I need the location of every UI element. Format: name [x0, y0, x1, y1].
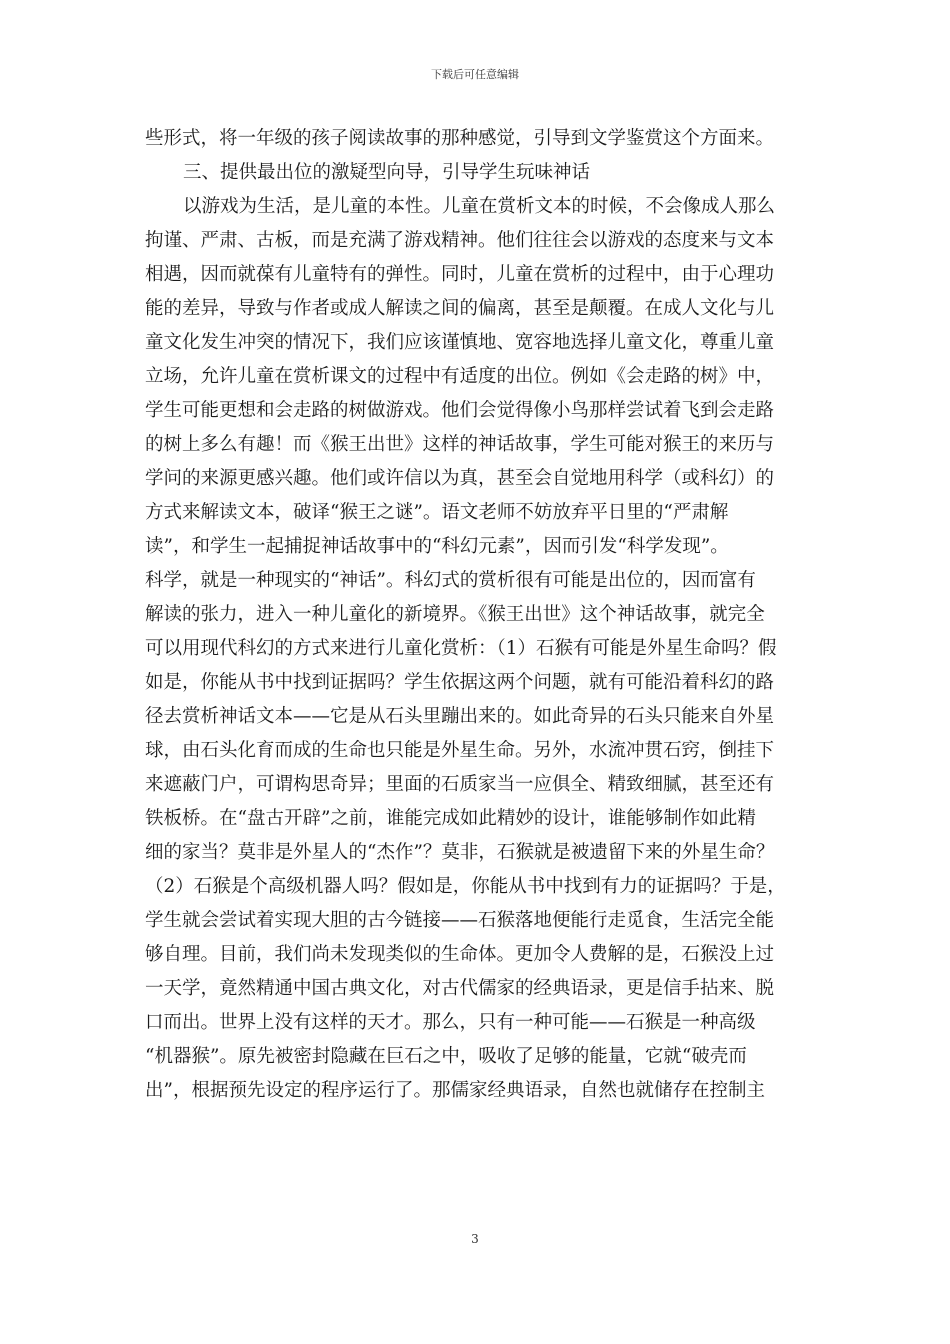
text-line: 够自理。目前，我们尚未发现类似的生命体。更加令人费解的是，石猴没上过	[145, 944, 775, 965]
document-body	[145, 122, 805, 1108]
text-line: 些形式，将一年级的孩子阅读故事的那种感觉，引导到文学鉴赏这个方面来。	[145, 128, 775, 149]
text-line: 学生就会尝试着实现大胆的古今链接——石猴落地便能行走觅食，生活完全能	[145, 910, 775, 931]
text-line: 拘谨、严肃、古板，而是充满了游戏精神。他们往往会以游戏的态度来与文本	[145, 230, 775, 251]
page-header: 下载后可任意编辑	[431, 68, 519, 81]
text-line: 学问的来源更感兴趣。他们或许信以为真，甚至会自觉地用科学（或科幻）的	[145, 468, 775, 489]
text-line: 球，由石头化育而成的生命也只能是外星生命。另外，水流冲贯石窍，倒挂下	[145, 740, 775, 761]
text-line: 相遇，因而就葆有儿童特有的弹性。同时，儿童在赏析的过程中，由于心理功	[145, 264, 775, 285]
text-line: 方式来解读文本，破译“猴王之谜”。语文老师不妨放弃平日里的“严肃解	[145, 502, 729, 523]
text-line: 解读的张力，进入一种儿童化的新境界。《猴王出世》这个神话故事，就完全	[145, 604, 765, 625]
text-line: 可以用现代科幻的方式来进行儿童化赏析：（1）石猴有可能是外星生命吗？假	[145, 638, 777, 659]
text-line: 来遮蔽门户，可谓构思奇异；里面的石质家当一应俱全、精致细腻，甚至还有	[145, 774, 775, 795]
text-line: 铁板桥。在“盘古开辟”之前，谁能完成如此精妙的设计，谁能够制作如此精	[145, 808, 756, 829]
text-line: 童文化发生冲突的情况下，我们应该谨慎地、宽容地选择儿童文化，尊重儿童	[145, 332, 775, 353]
text-line: 能的差异，导致与作者或成人解读之间的偏离，甚至是颠覆。在成人文化与儿	[145, 298, 775, 319]
text-line: 立场，允许儿童在赏析课文的过程中有适度的出位。例如《会走路的树》中，	[145, 366, 775, 387]
text-line: 读”，和学生一起捕捉神话故事中的“科幻元素”，因而引发“科学发现”。	[145, 536, 729, 557]
text-line: 如是，你能从书中找到证据吗？学生依据这两个问题，就有可能沿着科幻的路	[145, 672, 775, 693]
text-line: 学生可能更想和会走路的树做游戏。他们会觉得像小鸟那样尝试着飞到会走路	[145, 400, 775, 421]
text-line: 细的家当？莫非是外星人的“杰作”？莫非，石猴就是被遗留下来的外星生命？	[145, 842, 775, 863]
text-line: （2）石猴是个高级机器人吗？假如是，你能从书中找到有力的证据吗？于是，	[145, 876, 786, 897]
text-line: 科学，就是一种现实的“神话”。科幻式的赏析很有可能是出位的，因而富有	[145, 570, 756, 591]
text-line: “机器猴”。原先被密封隐藏在巨石之中，吸收了足够的能量，它就“破壳而	[145, 1046, 747, 1067]
text-line: 的树上多么有趣！而《猴王出世》这样的神话故事，学生可能对猴王的来历与	[145, 434, 775, 455]
text-line: 出”，根据预先设定的程序运行了。那儒家经典语录，自然也就储存在控制主	[145, 1080, 765, 1101]
text-line: 一天学，竟然精通中国古典文化，对古代儒家的经典语录，更是信手拈来、脱	[145, 978, 775, 999]
text-line: 以游戏为生活，是儿童的本性。儿童在赏析文本的时候，不会像成人那么	[183, 196, 776, 217]
section-heading: 三、提供最出位的激疑型向导，引导学生玩味神话	[183, 162, 591, 183]
text-line: 口而出。世界上没有这样的天才。那么，只有一种可能——石猴是一种高级	[145, 1012, 756, 1033]
page-number: 3	[471, 1232, 479, 1246]
text-line: 径去赏析神话文本——它是从石头里蹦出来的。如此奇异的石头只能来自外星	[145, 706, 775, 727]
